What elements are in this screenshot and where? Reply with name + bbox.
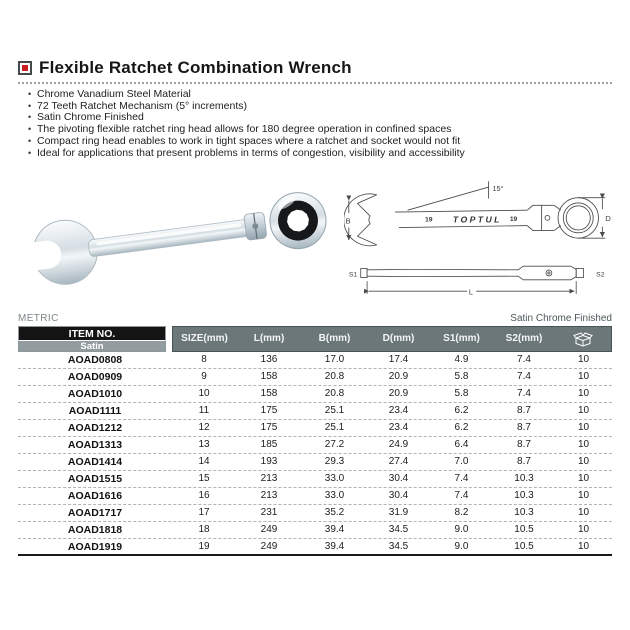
s1-cell: 7.0 (454, 456, 469, 468)
b-cell: 20.8 (324, 371, 345, 383)
b-cell: 25.1 (324, 405, 345, 417)
col-header-s1: S1(mm) (430, 326, 493, 352)
item-no-cell: AOAD1919 (67, 541, 123, 554)
size-cell: 14 (198, 456, 210, 468)
table-row (18, 522, 612, 539)
s2-cell: 10.3 (514, 507, 534, 519)
title-row (18, 58, 612, 84)
col-header-qty (555, 326, 612, 352)
s1-cell: 6.2 (454, 405, 469, 417)
qty-cell: 10 (577, 490, 590, 502)
item-no-cell: AOAD1515 (67, 473, 123, 486)
dim-label-l: L (468, 287, 473, 297)
feature-item: • 72 Teeth Ratchet Mechanism (5° increments) (28, 101, 612, 113)
page-title: Flexible Ratchet Combination Wrench (39, 58, 352, 77)
b-cell: 29.3 (324, 456, 345, 468)
feature-list (28, 89, 612, 159)
d-cell: 34.5 (388, 541, 409, 553)
dim-label-s2: S2 (596, 271, 605, 279)
feature-item: • Chrome Vanadium Steel Material (28, 89, 612, 101)
s2-cell: 8.7 (517, 456, 531, 468)
item-no-cell: AOAD1111 (68, 405, 122, 418)
d-cell: 23.4 (388, 422, 409, 434)
wrench-photo-svg (18, 177, 344, 295)
s1-cell: 6.2 (454, 422, 469, 434)
qty-cell: 10 (577, 524, 590, 536)
l-cell: 175 (260, 422, 278, 434)
dim-label-s1: S1 (348, 271, 358, 279)
b-cell: 33.0 (324, 473, 345, 485)
s2-cell: 10.5 (514, 524, 534, 536)
item-no-cell: AOAD1313 (67, 439, 123, 452)
technical-drawings (344, 177, 612, 303)
item-no-cell: AOAD0909 (67, 371, 123, 384)
table-row (18, 539, 612, 556)
table-body (18, 352, 612, 556)
table-header (18, 326, 612, 352)
l-cell: 175 (260, 405, 278, 417)
l-cell: 249 (260, 541, 278, 553)
qty-cell: 10 (577, 354, 590, 366)
item-no-cell: AOAD1010 (67, 388, 123, 401)
d-cell: 31.9 (388, 507, 409, 519)
table-row (18, 454, 612, 471)
s2-cell: 8.7 (517, 422, 531, 434)
d-cell: 20.9 (388, 371, 409, 383)
wrench-photo (18, 177, 344, 303)
l-cell: 193 (260, 456, 278, 468)
table-row (18, 386, 612, 403)
s1-cell: 9.0 (454, 541, 469, 553)
b-cell: 39.4 (324, 524, 345, 536)
d-cell: 20.9 (388, 388, 409, 400)
table-row (18, 505, 612, 522)
item-no-cell: AOAD1212 (67, 422, 123, 435)
s1-cell: 4.9 (454, 354, 469, 366)
s2-cell: 8.7 (517, 405, 531, 417)
finish-label: Satin Chrome Finished (510, 313, 612, 325)
feature-item: • Satin Chrome Finished (28, 112, 612, 124)
table-row (18, 369, 612, 386)
d-cell: 27.4 (388, 456, 409, 468)
size-cell: 19 (198, 541, 210, 553)
qty-cell: 10 (577, 388, 590, 400)
b-cell: 39.4 (324, 541, 345, 553)
l-cell: 136 (260, 354, 278, 366)
feature-item: • The pivoting flexible ratchet ring head allows for 180 degree operation in confined spaces (28, 124, 612, 136)
qty-cell: 10 (577, 371, 590, 383)
s2-cell: 7.4 (517, 388, 531, 400)
feature-item: • Compact ring head enables to work in tight spaces where a ratchet and socket would not fit (28, 136, 612, 148)
dim-label-d: D (605, 214, 611, 224)
col-header-d: D(mm) (367, 326, 430, 352)
item-no-header: ITEM NO. (18, 326, 166, 340)
col-header-l: L(mm) (236, 326, 302, 352)
size-stamp-right: 19 (509, 216, 518, 224)
size-cell: 9 (201, 371, 207, 383)
item-no-cell: AOAD1414 (67, 456, 123, 469)
d-cell: 30.4 (388, 490, 409, 502)
size-cell: 15 (198, 473, 210, 485)
qty-cell: 10 (577, 507, 590, 519)
s2-cell: 7.4 (517, 354, 531, 366)
col-header-b: B(mm) (302, 326, 367, 352)
red-square-bullet-icon (18, 61, 32, 75)
s2-cell: 10.3 (514, 473, 534, 485)
qty-cell: 10 (577, 439, 590, 451)
table-row (18, 352, 612, 369)
l-cell: 158 (260, 371, 278, 383)
table-row (18, 437, 612, 454)
brand-stamp: TOPTUL (452, 214, 502, 225)
size-cell: 16 (198, 490, 210, 502)
s1-cell: 8.2 (454, 507, 469, 519)
size-cell: 13 (198, 439, 210, 451)
table-row (18, 488, 612, 505)
d-cell: 34.5 (388, 524, 409, 536)
size-cell: 10 (198, 388, 210, 400)
carton-box-icon (573, 331, 593, 347)
b-cell: 25.1 (324, 422, 345, 434)
l-cell: 213 (260, 490, 278, 502)
s1-cell: 5.8 (454, 371, 469, 383)
l-cell: 158 (260, 388, 278, 400)
d-cell: 17.4 (388, 354, 409, 366)
wrench-top-drawing (344, 177, 612, 253)
item-no-cell: AOAD1717 (67, 507, 123, 520)
spec-table-section (18, 313, 612, 556)
s2-cell: 7.4 (517, 371, 531, 383)
col-header-s2: S2(mm) (493, 326, 555, 352)
s1-cell: 6.4 (454, 439, 469, 451)
qty-cell: 10 (577, 541, 590, 553)
size-cell: 12 (198, 422, 210, 434)
size-cell: 11 (198, 405, 210, 417)
b-cell: 33.0 (324, 490, 345, 502)
size-cell: 17 (198, 507, 210, 519)
item-no-cell: AOAD1616 (67, 490, 123, 503)
dim-label-b: B (345, 216, 351, 226)
item-no-cell: AOAD1818 (67, 524, 123, 537)
b-cell: 20.8 (324, 388, 345, 400)
metric-label: METRIC (18, 313, 59, 325)
l-cell: 185 (260, 439, 278, 451)
d-cell: 24.9 (388, 439, 409, 451)
qty-cell: 10 (577, 473, 590, 485)
qty-cell: 10 (577, 405, 590, 417)
s2-cell: 8.7 (517, 439, 531, 451)
angle-label: 15° (492, 184, 504, 194)
size-stamp-left: 19 (424, 216, 433, 224)
size-cell: 18 (198, 524, 210, 536)
satin-subheader: Satin (18, 340, 166, 352)
s1-cell: 7.4 (454, 490, 469, 502)
table-row (18, 403, 612, 420)
l-cell: 231 (260, 507, 278, 519)
s2-cell: 10.3 (514, 490, 534, 502)
d-cell: 23.4 (388, 405, 409, 417)
table-row (18, 471, 612, 488)
s1-cell: 5.8 (454, 388, 469, 400)
feature-item: • Ideal for applications that present problems in terms of congestion, visibility and accessibility (28, 148, 612, 160)
l-cell: 249 (260, 524, 278, 536)
b-cell: 35.2 (324, 507, 345, 519)
qty-cell: 10 (577, 456, 590, 468)
col-header-size: SIZE(mm) (172, 326, 236, 352)
d-cell: 30.4 (388, 473, 409, 485)
b-cell: 17.0 (324, 354, 345, 366)
wrench-shaft (88, 219, 251, 257)
s1-cell: 7.4 (454, 473, 469, 485)
b-cell: 27.2 (324, 439, 345, 451)
s1-cell: 9.0 (454, 524, 469, 536)
table-row (18, 420, 612, 437)
s2-cell: 10.5 (514, 541, 534, 553)
qty-cell: 10 (577, 422, 590, 434)
diagram-row (18, 177, 612, 303)
item-no-cell: AOAD0808 (67, 354, 123, 367)
l-cell: 213 (260, 473, 278, 485)
table-meta (18, 313, 612, 324)
wrench-side-drawing (344, 253, 612, 303)
size-cell: 8 (201, 354, 207, 366)
